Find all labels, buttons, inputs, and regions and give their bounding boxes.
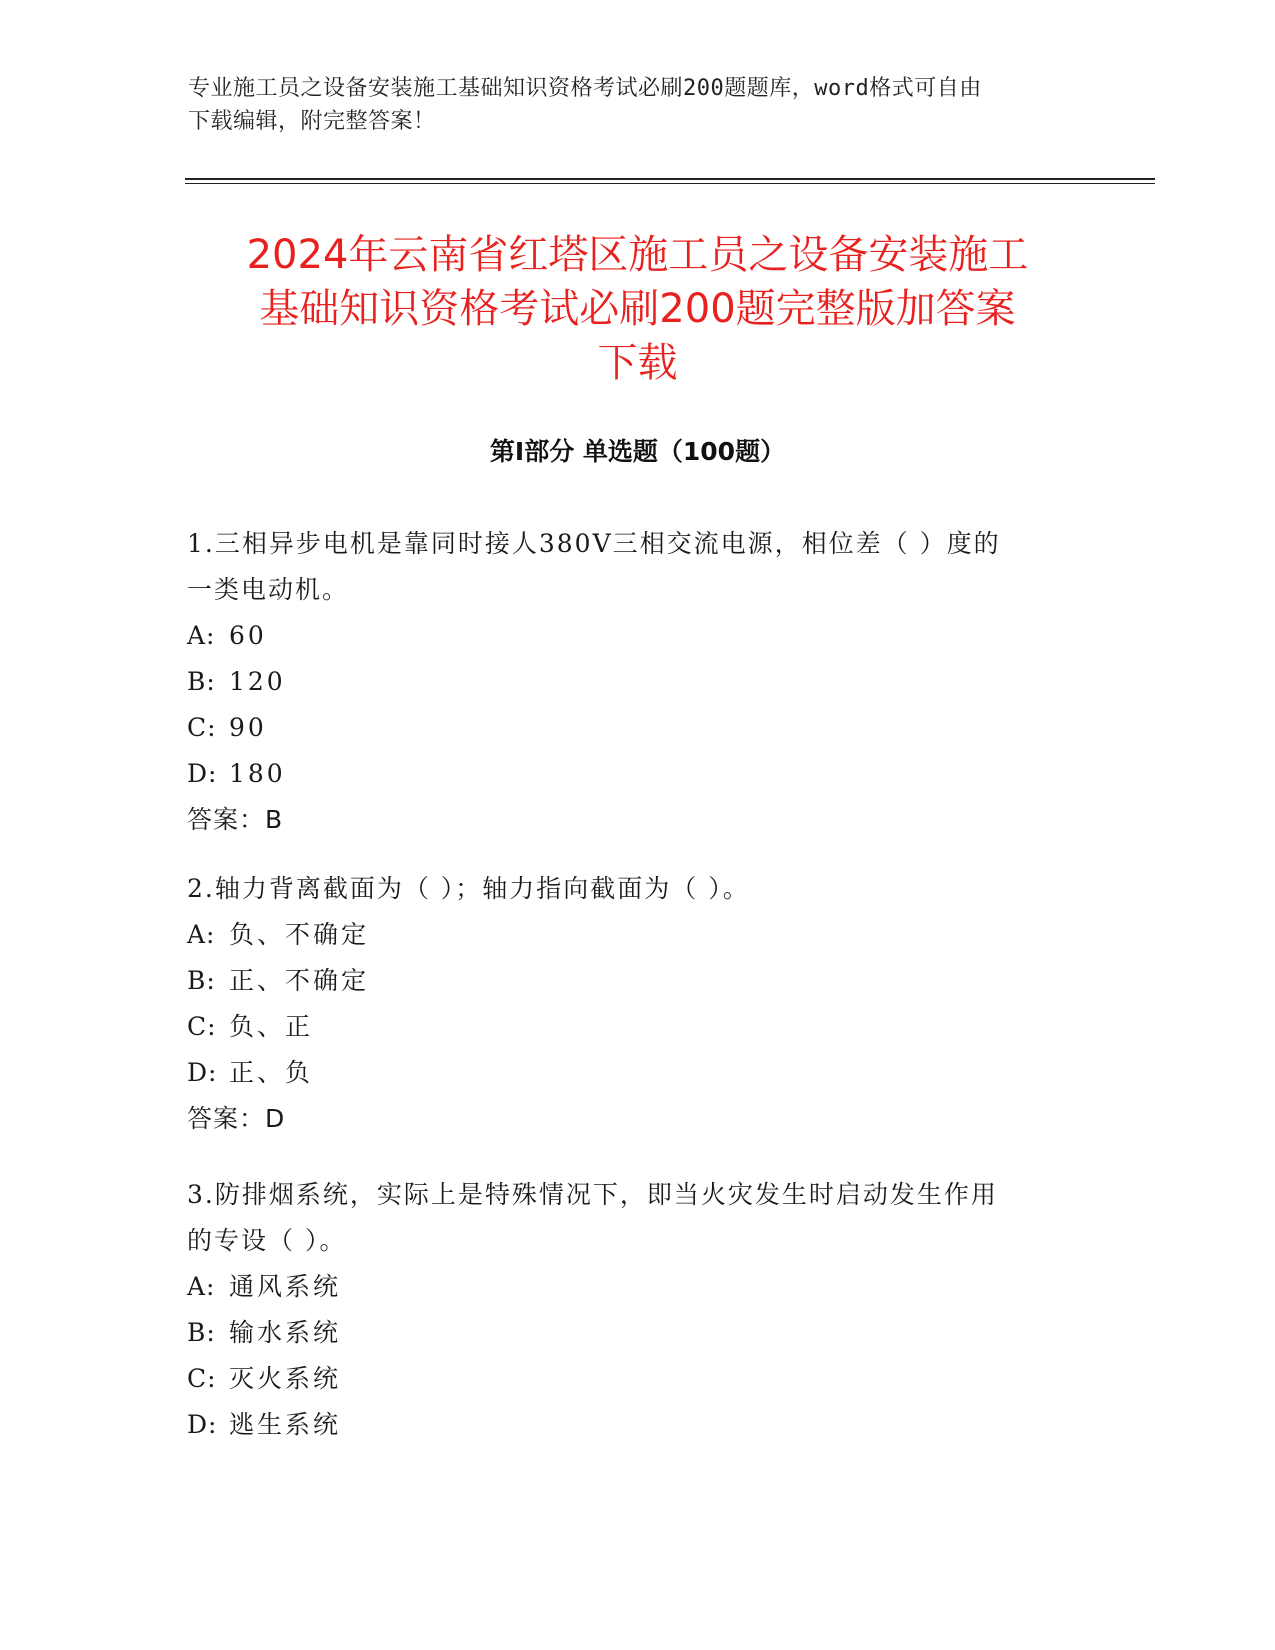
question-3 (187, 1172, 1067, 1448)
option-b (187, 958, 1067, 1004)
option-text: 负、正 (229, 1012, 314, 1041)
option-key: D: (187, 759, 218, 788)
question-stem-line: 2.轴力背离截面为（ ）；轴力指向截面为（ ）。 (187, 874, 750, 903)
header-note-line-2: 下载编辑，附完整答案！ (188, 109, 436, 134)
question-stem (187, 866, 1067, 912)
option-text: 输水系统 (229, 1318, 342, 1347)
option-text: 90 (229, 713, 267, 742)
question-stem-line: 3.防排烟系统，实际上是特殊情况下，即当火灾发生时启动发生作用 (187, 1180, 998, 1209)
option-c (187, 705, 1067, 751)
option-b (187, 659, 1067, 705)
question-stem (187, 1172, 1067, 1264)
header-divider-thick (185, 178, 1155, 180)
option-key: C: (187, 1364, 217, 1393)
option-b (187, 1310, 1067, 1356)
option-text: 负、不确定 (229, 920, 370, 949)
option-key: A: (187, 621, 216, 650)
option-c (187, 1004, 1067, 1050)
option-d (187, 751, 1067, 797)
option-a (187, 1264, 1067, 1310)
question-stem (187, 521, 1067, 613)
option-a (187, 912, 1067, 958)
option-key: A: (187, 1272, 216, 1301)
option-key: B: (187, 1318, 216, 1347)
document-title-line-1: 2024年云南省红塔区施工员之设备安装施工 (246, 232, 1029, 278)
question-stem-line: 一类电动机。 (187, 575, 350, 604)
section-heading: 第I部分 单选题（100题） (489, 437, 786, 466)
document-title-line-2: 基础知识资格考试必刷200题完整版加答案 (259, 286, 1016, 332)
option-text: 120 (229, 667, 286, 696)
option-c (187, 1356, 1067, 1402)
document-title-line-3: 下载 (597, 340, 678, 386)
header-note-line-1: 专业施工员之设备安装施工基础知识资格考试必刷200题题库，word格式可自由 (188, 76, 982, 101)
option-text: 正、不确定 (229, 966, 370, 995)
document-title (150, 228, 1125, 390)
answer: 答案：D (187, 1104, 286, 1133)
question-stem-line: 1.三相异步电机是靠同时接人380V三相交流电源，相位差（ ）度的 (187, 529, 1001, 558)
header-divider-thin (185, 183, 1155, 184)
option-text: 正、负 (229, 1058, 314, 1087)
option-key: C: (187, 1012, 217, 1041)
option-d (187, 1050, 1067, 1096)
option-key: B: (187, 667, 216, 696)
option-text: 通风系统 (229, 1272, 342, 1301)
option-key: A: (187, 920, 216, 949)
option-key: D: (187, 1058, 218, 1087)
option-d (187, 1402, 1067, 1448)
option-text: 180 (229, 759, 286, 788)
question-2 (187, 866, 1067, 1142)
header-note (188, 72, 1088, 138)
option-a (187, 613, 1067, 659)
option-key: D: (187, 1410, 218, 1439)
option-key: C: (187, 713, 217, 742)
answer: 答案：B (187, 805, 284, 834)
option-text: 灭火系统 (229, 1364, 342, 1393)
question-1 (187, 521, 1067, 843)
option-key: B: (187, 966, 216, 995)
question-stem-line: 的专设（ ）。 (187, 1226, 347, 1255)
option-text: 60 (229, 621, 267, 650)
option-text: 逃生系统 (229, 1410, 342, 1439)
